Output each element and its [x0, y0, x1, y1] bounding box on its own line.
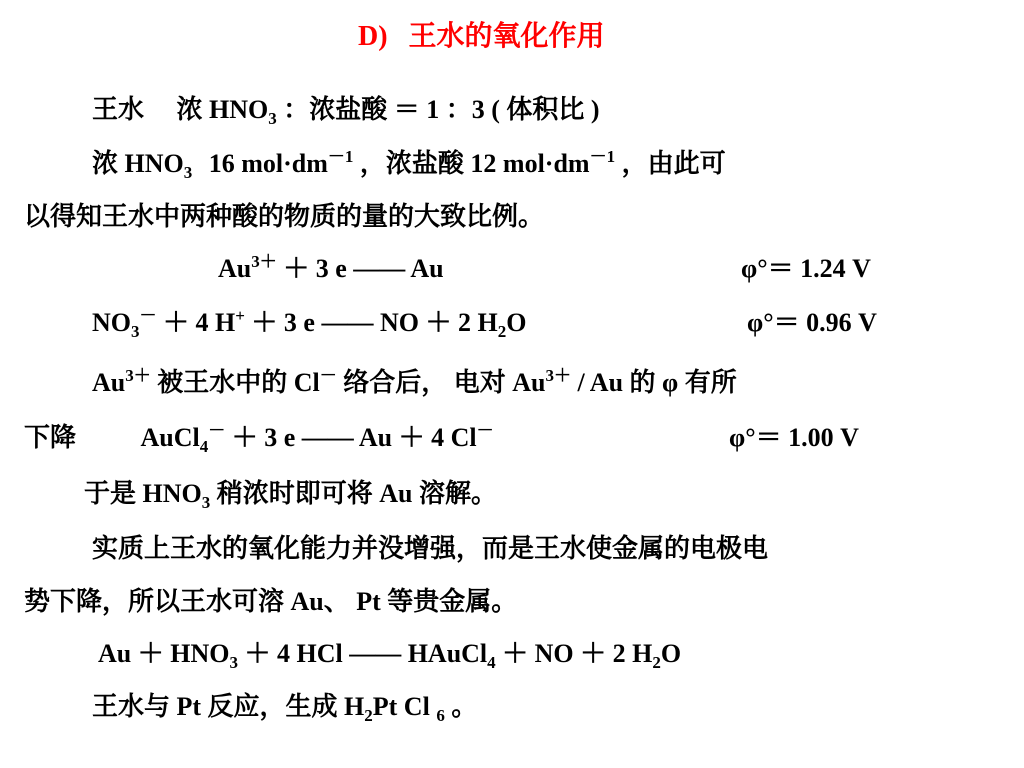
eq2-phi: φ°＝ 0.96 V	[747, 308, 877, 337]
complex-line-2	[24, 421, 494, 455]
conc-b: 16 mol·dm	[208, 149, 328, 178]
concentration-line-1	[92, 147, 726, 181]
ratio-line	[92, 93, 600, 127]
eq3-c: ＋ NO ＋ 2 H	[502, 639, 653, 668]
dissolve-sub: 3	[201, 493, 211, 512]
ratio-label: 王水	[92, 95, 145, 124]
conc-b-sup: －1	[327, 147, 354, 166]
eq2-d: O	[506, 308, 527, 337]
cx-d: / Au 的 φ 有所	[577, 368, 737, 397]
conc-a-sub: 3	[183, 163, 193, 182]
concentration-line-2	[24, 200, 544, 234]
cx-line2-sup: －	[208, 421, 226, 440]
pt-a: 王水与 Pt 反应，生成 H	[92, 692, 365, 721]
eq2-a: NO	[92, 308, 131, 337]
cx-line2-sup2: －	[476, 421, 494, 440]
equation-au	[218, 252, 444, 286]
cx-b: 被王水中的 Cl	[157, 368, 320, 397]
eq2-c-sub: 2	[497, 322, 507, 341]
pt-c: 。	[451, 692, 478, 721]
cx-line2-c: ＋ 3 e —— Au ＋ 4 Cl	[231, 423, 477, 452]
slide-title	[358, 20, 605, 54]
cx-c: 络合后， 电对 Au	[343, 368, 546, 397]
cx-c-sup: 3＋	[545, 366, 572, 385]
essence-line-2	[24, 585, 517, 619]
ratio-sub: 3	[268, 109, 277, 128]
complex-line-1	[92, 366, 737, 400]
pt-line	[92, 690, 477, 724]
ratio-rest: ：浓盐酸 ＝ 1 ：3 ( 体积比 )	[283, 95, 600, 124]
equation-overall	[98, 637, 681, 671]
conc-a: 浓 HNO	[92, 149, 184, 178]
eq2-c: ＋ 3 e —— NO ＋ 2 H	[251, 308, 498, 337]
essence-line-1	[92, 532, 768, 566]
eq1-sup: 3＋	[251, 252, 277, 271]
eq3-b: ＋ 4 HCl —— HAuCl	[244, 639, 488, 668]
eq1-left: Au	[218, 254, 252, 283]
essence-2: 势下降，所以王水可溶 Au、 Pt 等贵金属。	[24, 587, 518, 616]
conc-c-sup: －1	[589, 147, 616, 166]
eq1-rest: ＋ 3 e —— Au	[283, 254, 444, 283]
dissolve-a: 于是 HNO	[84, 479, 202, 508]
conc-line2: 以得知王水中两种酸的物质的量的大致比例。	[24, 202, 545, 231]
eq2-a-sub: 3	[131, 322, 140, 341]
cx-phi: φ°＝ 1.00 V	[729, 423, 859, 452]
eq3-d: O	[660, 639, 682, 668]
essence-1: 实质上王水的氧化能力并没增强，而是王水使金属的电极电	[92, 534, 769, 563]
cx-a-sup: 3＋	[125, 366, 151, 385]
cx-line2-a: 下降	[24, 423, 77, 452]
dissolve-line	[84, 477, 497, 511]
eq2-a-sup: －	[139, 306, 157, 325]
ratio-hno3: 浓 HNO	[176, 95, 269, 124]
equation-no3	[92, 306, 526, 340]
eq3-a: Au ＋ HNO	[98, 639, 230, 668]
conc-d: ，由此可	[621, 149, 726, 178]
cx-a: Au	[92, 368, 126, 397]
pt-b: Pt Cl	[372, 692, 430, 721]
title-text: 王水的氧化作用	[408, 21, 605, 52]
cx-line2-b: AuCl	[140, 423, 200, 452]
eq2-b: ＋ 4 H	[163, 308, 236, 337]
dissolve-b: 稍浓时即可将 Au 溶解。	[216, 479, 497, 508]
conc-c: ，浓盐酸 12 mol·dm	[359, 149, 590, 178]
eq3-b-sub: 4	[487, 653, 496, 672]
eq2-b-sup: +	[235, 306, 245, 325]
eq3-a-sub: 3	[229, 653, 238, 672]
pt-sub2: 6	[436, 706, 445, 725]
eq3-c-sub: 2	[652, 653, 661, 672]
pt-sub: 2	[364, 706, 373, 725]
equation-au-potential	[741, 252, 871, 286]
title-prefix: D)	[358, 21, 388, 52]
eq1-phi: φ°＝ 1.24 V	[741, 254, 871, 283]
equation-no3-potential	[747, 306, 877, 340]
complex-potential	[729, 421, 859, 455]
cx-line2-sub: 4	[199, 437, 209, 456]
cx-b-sup: －	[319, 366, 337, 385]
